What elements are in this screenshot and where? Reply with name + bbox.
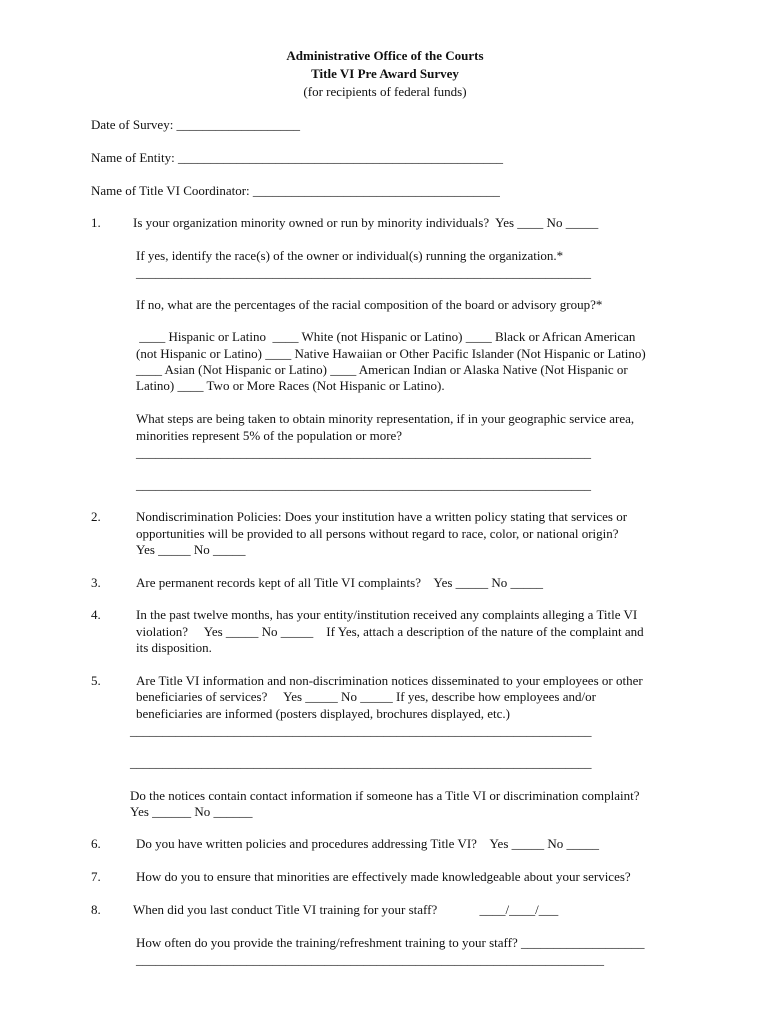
q1-races-line-3: ____ Asian (Not Hispanic or Latino) ____ American Indian or Alaska Native (Not Hispanic or bbox=[136, 362, 628, 377]
q3-number: 3. bbox=[91, 575, 101, 590]
q6-number: 6. bbox=[91, 836, 101, 851]
q1-steps-answer-line[interactable]: ______________________________________________________________________ bbox=[136, 445, 591, 460]
name-of-entity-field[interactable]: Name of Entity: __________________________________________________ bbox=[91, 150, 504, 165]
document-subtitle: Title VI Pre Award Survey bbox=[311, 66, 459, 81]
q7-number: 7. bbox=[91, 869, 101, 884]
q2-line-1: Nondiscrimination Policies: Does your institution have a written policy stating that services or bbox=[136, 509, 628, 524]
q8-line-1[interactable]: When did you last conduct Title VI training for your staff? ____/____/___ bbox=[133, 902, 559, 917]
q1-races-line-2: (not Hispanic or Latino) ____ Native Hawaiian or Other Pacific Islander (Not Hispanic or Latino) bbox=[136, 346, 646, 361]
q5-answer-line-2[interactable]: _______________________________________________________________________ bbox=[130, 755, 592, 770]
coordinator-name-field[interactable]: Name of Title VI Coordinator: ______________________________________ bbox=[91, 183, 500, 198]
q1-no-prompt: If no, what are the percentages of the racial composition of the board or advisory group?* bbox=[136, 297, 603, 312]
q4-line-1: In the past twelve months, has your entity/institution received any complaints alleging a Title VI bbox=[136, 607, 638, 622]
q1-text: Is your organization minority owned or run by minority individuals? Yes ____ No _____ bbox=[133, 215, 599, 230]
q8-number: 8. bbox=[91, 902, 101, 917]
q1-races-line-4: Latino) ____ Two or More Races (Not Hispanic or Latino). bbox=[136, 378, 445, 393]
q1-races-line-1: ____ Hispanic or Latino ____ White (not Hispanic or Latino) ____ Black or African American bbox=[136, 329, 636, 344]
q2-number: 2. bbox=[91, 509, 101, 524]
q5-notices-line-1: Do the notices contain contact information if someone has a Title VI or discrimination complaint? bbox=[130, 788, 640, 803]
q8-frequency-line[interactable]: How often do you provide the training/refreshment training to your staff? ___________________ bbox=[136, 935, 645, 950]
q1-answer-line[interactable]: ______________________________________________________________________ bbox=[136, 265, 591, 280]
q4-line-2[interactable]: violation? Yes _____ No _____ If Yes, attach a description of the nature of the complaint and bbox=[136, 624, 644, 639]
q5-notices-yes-no[interactable]: Yes ______ No ______ bbox=[130, 804, 253, 819]
q5-number: 5. bbox=[91, 673, 101, 688]
q4-number: 4. bbox=[91, 607, 101, 622]
document-note: (for recipients of federal funds) bbox=[303, 84, 467, 99]
document-title: Administrative Office of the Courts bbox=[286, 48, 484, 63]
q2-yes-no[interactable]: Yes _____ No _____ bbox=[136, 542, 246, 557]
q5-answer-line[interactable]: _______________________________________________________________________ bbox=[130, 723, 592, 738]
q4-line-3: its disposition. bbox=[136, 640, 212, 655]
q1-number: 1. bbox=[91, 215, 101, 230]
q3-line-1[interactable]: Are permanent records kept of all Title VI complaints? Yes _____ No _____ bbox=[136, 575, 544, 590]
q1-steps-line-2: minorities represent 5% of the population or more? bbox=[136, 428, 403, 443]
q1-steps-line-1: What steps are being taken to obtain minority representation, if in your geographic service area, bbox=[136, 411, 635, 426]
q8-answer-line[interactable]: ________________________________________________________________________ bbox=[136, 952, 604, 967]
q2-line-2: opportunities will be provided to all persons without regard to race, color, or national origin? bbox=[136, 526, 619, 541]
q5-line-2[interactable]: beneficiaries of services? Yes _____ No _____ If yes, describe how employees and/or bbox=[136, 689, 596, 704]
q5-line-3: beneficiaries are informed (posters displayed, brochures displayed, etc.) bbox=[136, 706, 510, 721]
q5-line-1: Are Title VI information and non-discrimination notices disseminated to your employees or other bbox=[136, 673, 643, 688]
q6-line-1[interactable]: Do you have written policies and procedures addressing Title VI? Yes _____ No _____ bbox=[136, 836, 600, 851]
q1-steps-answer-line-2[interactable]: ______________________________________________________________________ bbox=[136, 477, 591, 492]
q7-line-1: How do you to ensure that minorities are effectively made knowledgeable about your services? bbox=[136, 869, 631, 884]
q1-yes-prompt: If yes, identify the race(s) of the owner or individual(s) running the organization.* bbox=[136, 248, 564, 263]
date-of-survey-field[interactable]: Date of Survey: ___________________ bbox=[91, 117, 301, 132]
